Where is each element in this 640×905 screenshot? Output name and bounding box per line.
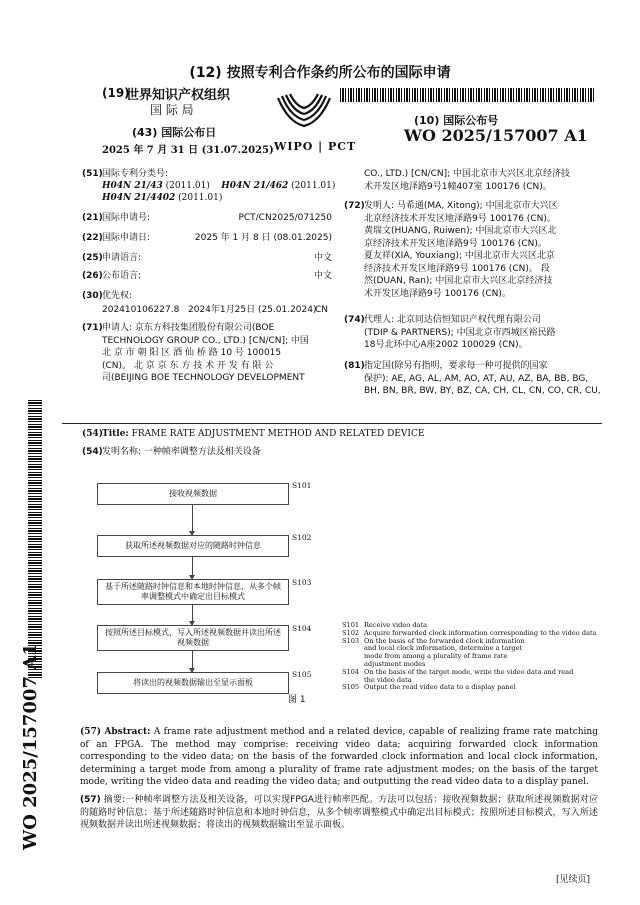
flow-arrow	[192, 557, 193, 579]
title-en: (54)Title: FRAME RATE ADJUSTMENT METHOD AND RELATED DEVICE	[82, 429, 425, 439]
step-code-s101: S101	[292, 481, 312, 490]
field-74: (74)代理人: 北京同达信恒知识产权代理有限公司 (TDIP & PARTNERS); 中国北京市西城区裕民路 18号北环中心A座2002 100029 (CN)。	[344, 315, 556, 350]
publication-date-label: (43) 国际公布日	[132, 126, 217, 139]
org-name: 世界知识产权组织	[126, 88, 231, 103]
publication-date-value: 2025 年 7 月 31 日 (31.07.2025)	[102, 145, 274, 156]
priority-line: 202410106227.8 2024年1月25日 (25.01.2024) CN	[102, 305, 328, 315]
flow-arrow	[192, 605, 193, 625]
field-25: (25)申请语言: 中文	[82, 253, 332, 263]
field-22: (22)国际申请日: 2025 年 1 月 8 日 (08.01.2025)	[82, 233, 332, 243]
flow-step-s101: 接收视频数据	[97, 483, 289, 505]
divider	[62, 423, 602, 424]
flow-arrow	[192, 505, 193, 535]
flow-step-s104: 按照所述目标模式，写入所述视频数据并读出所述视频数据	[97, 625, 289, 651]
flow-step-s105: 将读出的视频数据输出至显示面板	[97, 672, 289, 694]
field-21: (21)国际申请号: PCT/CN2025/071250	[82, 213, 332, 223]
org-subtitle: 国 际 局	[150, 103, 194, 117]
field-71: (71)申请人: 京东方科技集团股份有限公司(BOE TECHNOLOGY GROUP CO., LTD.) [CN/CN]; 中国 北 京 市 朝 阳 区 酒 仙 桥 路 10 号 100015 (CN)。 北 京 京 东 方 技 术 开 发 有 限 公 司(BEIJING BOE TECHNOLOGY DEVELOPMENT	[82, 323, 309, 383]
top-barcode	[340, 88, 595, 102]
ipc-line-2: H04N 21/4402 (2011.01)	[102, 193, 223, 203]
abstract-en: (57) Abstract: A frame rate adjustment method and a related device, capable of realizing frame rate matching of an FPGA. The method may comprise: receiving video data; acquiring forwarded clock information corresponding to the video data; on the basis of the forwarded clock information and local clock information, determining a target mode from among a plurality of frame rate adjustment modes; on the basis of the target mode, writing the video data and reading the video data; and outputting the read video data to a display panel.	[80, 727, 598, 787]
publication-number-value: WO 2025/157007 A1	[404, 126, 588, 145]
publication-number-label: (10) 国际公布号	[414, 114, 499, 127]
ipc-line-1: H04N 21/43 (2011.01) H04N 21/462 (2011.01)	[102, 181, 336, 191]
document-title: (12) 按照专利合作条约所公布的国际申请	[189, 65, 451, 81]
field-72: (72)发明人: 马希通(MA, Xitong); 中国北京市大兴区 北京经济技术开发区地泽路9号 100176 (CN)。 黄瑞文(HUANG, Ruiwen); 中国北京市大兴区北 京经济技术开发区地泽路9号 100176 (CN)。 夏友祥(XIA, Youxiang); 中国北京市大兴区北京 经济技术开发区地泽路9号 100176 (CN)。 段 然(DUAN, Ran); 中国北京市大兴区北京经济技 术开发区地泽路9号 100176 (CN)。	[344, 201, 558, 299]
flow-arrow	[192, 651, 193, 672]
field-26: (26)公布语言: 中文	[82, 271, 332, 281]
step-code-s104: S104	[292, 624, 312, 633]
step-code-s103: S103	[292, 578, 312, 587]
figure-legend: S101 Receive video data S102 Acquire forwarded clock information corresponding to the video data S103 On the basis of the forwarded clock information and local clock information, determine a target mode from among a plurality of frame rate adjustment modes S104 On the basis of the target mode, write the video data and read the video data S105 Output the read video data to a display panel	[342, 621, 597, 692]
wipo-logo	[268, 92, 340, 140]
figure-caption: 图 1	[288, 695, 306, 705]
flow-step-s103: 基于所述随路时钟信息和本地时钟信息，从多个帧率调整模式中确定出目标模式	[97, 579, 289, 605]
org-number: (19)	[102, 86, 130, 100]
side-barcode	[28, 400, 42, 678]
abstract-cn: (57) 摘要:一种帧率调整方法及相关设备，可以实现FPGA进行帧率匹配。方法可以包括：接收视频数据；获取所述视频数据对应的随路时钟信息；基于所述随路时钟信息和本地时钟信息，从多个帧率调整模式中确定出目标模式；按照所述目标模式，写入所述视频数据并读出所述视频数据；将读出的视频数据输出至显示面板。	[80, 795, 598, 830]
field-30: (30)优先权:	[82, 291, 133, 301]
step-code-s105: S105	[292, 670, 312, 679]
flow-step-s102: 获取所述视频数据对应的随路时钟信息	[97, 535, 289, 557]
title-cn: (54)发明名称: 一种帧率调整方法及相关设备	[82, 447, 261, 457]
step-code-s102: S102	[292, 533, 312, 542]
side-publication-number: WO 2025/157007 A1	[20, 643, 41, 850]
field-81: (81)指定国(除另有指明，要求每一种可提供的国家 保护): AE, AG, AL, AM, AO, AT, AU, AZ, BA, BB, BG, BH, BN, BR, BW, BY, BZ, CA, CH, CL, CN, CO, CR, CU,	[344, 361, 601, 396]
applicant-continued: CO., LTD.) [CN/CN]; 中国北京市大兴区北京经济技 术开发区地泽路9号1幢407室 100176 (CN)。	[364, 169, 571, 192]
wipo-pct-text: WIPO | PCT	[274, 140, 357, 153]
continued-note: [见续页]	[556, 875, 591, 885]
field-51: (51)国际专利分类号:	[82, 169, 169, 179]
